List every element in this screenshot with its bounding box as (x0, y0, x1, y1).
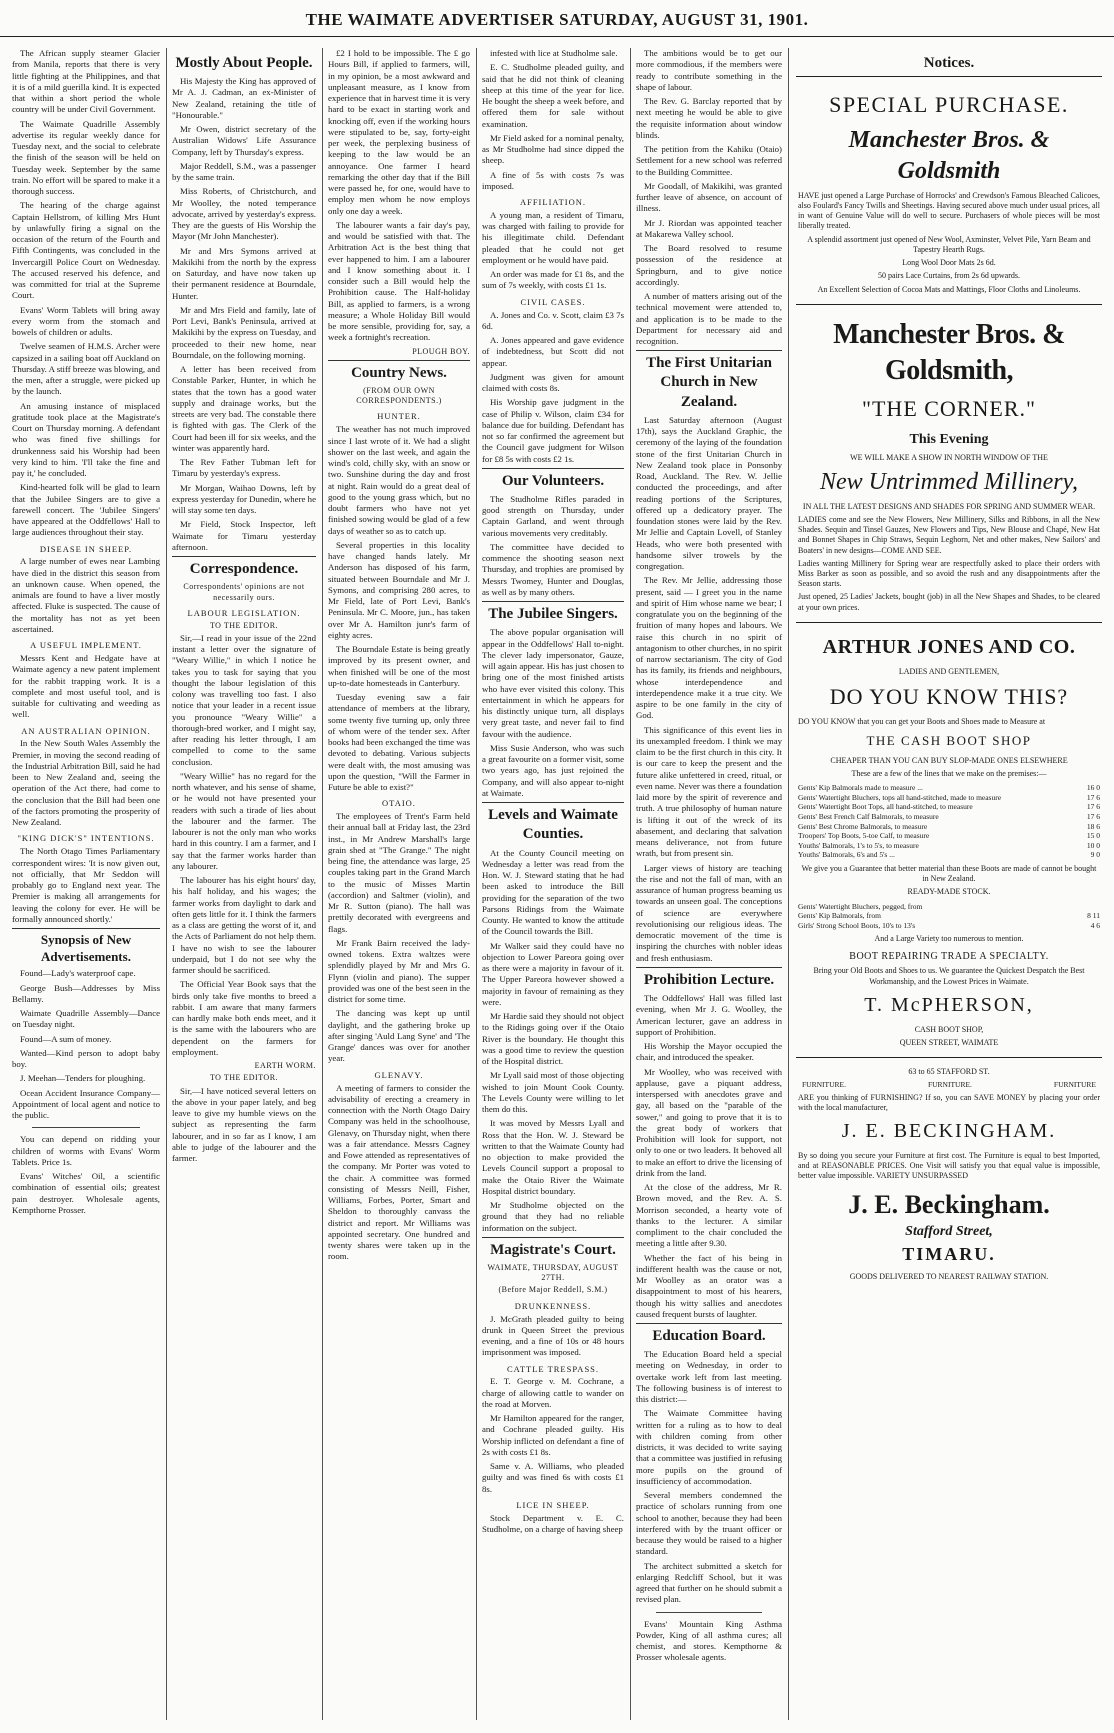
ad-text: Long Wool Door Mats 2s 6d. (902, 258, 996, 268)
ad-text: HAVE just opened a Large Purchase of Horrocks' and Crewdson's Famous Bleached Calicoes, also Foulard's Fancy Twills and Sheetings. Having secured above much under usual prices, all in want of Genuine Value will do well to secure. Purchasers of whole pieces will be most liberally treated. (798, 190, 1100, 231)
paragraph: Messrs Kent and Hedgate have at Waimate agency a new patent implement for the rabbit trapping work. It is a complete and most useful tool, and is suitable for cultivating and weeding as well. (12, 653, 160, 720)
paragraph: Judgment was given for amount claimed with costs 8s. (482, 371, 624, 393)
paragraph: J. McGrath pleaded guilty to being drunk in Queen Street the previous evening, and a fine of 10s or 48 hours imprisonment was imposed. (482, 1313, 624, 1358)
list-item: Found—A sum of money. (20, 1033, 112, 1044)
ad-town: TIMARU. (902, 1243, 996, 1264)
section-heading: Levels and Waimate Counties. (482, 802, 624, 844)
ad-firm-name: J. E. Beckingham. (848, 1189, 1050, 1219)
paragraph: Stock Department v. E. C. Studholme, on a charge of having sheep (482, 1512, 624, 1535)
paragraph: Mr Lyall said most of those objecting wished to join Mount Cook County. The Levels County were willing to let them do this. (482, 1070, 624, 1114)
paragraph: A. Jones and Co. v. Scott, claim £3 7s 6d. (482, 309, 624, 331)
paragraph: Mr Studholme objected on the ground that they had no reliable information on the subject. (482, 1200, 624, 1233)
ad-firm-name: Manchester Bros. & Goldsmith (848, 127, 1050, 185)
paragraph: Mr Hardie said they should not object to the Ridings going over if the Otaio River is the boundary. He thought this was a good time to review the question of the Hospital district. (482, 1011, 624, 1066)
paragraph: infested with lice at Studholme sale. (490, 48, 618, 58)
table-row (798, 812, 1100, 822)
table-cell: Gents' Best Chrome Balmorals, to measure (798, 821, 928, 831)
paragraph: A number of matters arising out of the technical movement were attended to, and application is to be made to the Department for necessary aid and recognition. (636, 291, 782, 346)
paragraph: Twelve seamen of H.M.S. Archer were capsized in a sailing boat off Auckland on Thursday. A stiff breeze was blowing, and the men, after a struggle, were picked up by the launch. (12, 341, 160, 397)
subheading: (FROM OUR OWN CORRESPONDENTS.) (356, 385, 442, 406)
table-cell: Youths' Balmorals, 6's and 5's ... (798, 850, 895, 860)
ad-text: GOODS DELIVERED TO NEAREST RAILWAY STATION. (849, 1271, 1049, 1281)
paragraph: Miss Susie Anderson, who was such a great favourite on a former visit, some two years ago, has just rejoined the Company, and will also appear to-night at Waimate. (482, 742, 624, 798)
column-rule (788, 48, 789, 1720)
table-cell: Girls' Strong School Boots, 10's to 13's (798, 920, 916, 930)
section-heading: Magistrate's Court. (482, 1237, 624, 1260)
paragraph: His Majesty the King has approved of Mr A. J. Cadman, an ex-Minister of New Zealand, retaining the title of "Honourable." (172, 76, 316, 120)
subheading: HUNTER. (377, 411, 421, 422)
table-cell: 16 0 (1086, 783, 1100, 793)
paragraph: An order was made for £1 8s, and the sum of 7s weekly, with costs £1 1s. (482, 269, 624, 291)
table-cell: 15 0 (1086, 831, 1100, 841)
ad-text: CASH BOOT SHOP, (914, 1024, 984, 1034)
ad-headline: SPECIAL PURCHASE. (829, 92, 1069, 118)
paragraph: The North Otago Times Parliamentary correspondent wires: 'It is now given out, not officially, that Mr Seddon will probably go to England next year. The Premier is making all arrangements for leaving the colony for ever. He will be formally announced shortly.' (12, 846, 160, 924)
paragraph: Miss Roberts, of Christchurch, and Mr Woolley, the noted temperance advocate, arrived by yesterday's express. They are the guests of His Worship the Mayor (Mr John Manchester). (172, 186, 316, 242)
paragraph: His Worship the Mayor occupied the chair, and introduced the speaker. (636, 1041, 782, 1063)
paragraph: E. C. Studholme pleaded guilty, and said that he did not think of cleaning sheep at this time of the year for lice. He bought the sheep a week before, and offered them for sale without examination. (482, 62, 624, 129)
signature: EARTH WORM. (254, 1061, 316, 1071)
paragraph: The Waimate Committee having written for a ruling as to how to deal with children coming from other districts, it was decided to write saying that a committee was justified in refusing more pupils on the ground of insufficiency of accommodation. (636, 1408, 782, 1486)
subheading: (Before Major Reddell, S.M.) (498, 1285, 608, 1295)
ad-category: FURNITURE. (927, 1080, 972, 1090)
paragraph: At the County Council meeting on Wednesday a letter was read from the Hon. W. J. Steward stating that he had been asked to introduce the Bill providing for the separation of the two Parsons Ridings from the Waimate County. He wanted to know the attitude of the Council towards the Bill. (482, 847, 624, 937)
paragraph: The ambitions would be to get our more commodious, if the members were ready to contribute something in the shape of labour. (636, 48, 782, 92)
table-cell: 17 6 (1086, 792, 1100, 802)
section-heading: Education Board. (636, 1323, 782, 1346)
paragraph: "Weary Willie" has no regard for the north whatever, and his sense of shame, or he would not have presented your readers with such a tirade of lies about the labourer and the farmer. The labourer is not the only man who works hard in this country. I am a farmer, and I say that the farmer works harder than any labourer. (172, 770, 316, 871)
paragraph: A fine of 5s with costs 7s was imposed. (482, 169, 624, 191)
paragraph: The African supply steamer Glacier from Manila, reports that there is very little fighting at the Philippines, and that it is of a mild guerilla kind. It is expected that within a short period the whole country will be under Civil Government. (12, 48, 160, 115)
table-cell: Gents' Watertight Boot Tops, all hand-stitched, to measure (798, 802, 973, 812)
paragraph: This significance of this event lies in its unexampled freedom. I think we may claim to be the first church in this city. It is our care to keep the present and the future alike unfettered in creed, ritual, or even name. Never was there a foundation laid more by the spirit of reverence and truth. A true philosophy of human nature is lifting it out of the wreck of its abasement, and declaring that salvation means deliverance, not from future wrath, but from present sin. (636, 724, 782, 859)
paragraph: The weather has not much improved since I last wrote of it. We had a slight shower on the last week, and again the wind's cold, chilly sky, with an snow or two. Sunshine during the day and frost at night. Rain would do a great deal of good to the young grass which, but no doubt farmers who have not yet finished sowing would be glad of a few days of weather so as to catch up. (328, 424, 470, 536)
ad-subheading: READY-MADE STOCK. (907, 887, 991, 897)
paragraph: His Worship gave judgment in the case of Philip v. Wilson, claim £34 for balance due for building. Defendant has not so far confirmed the agreement but the Council gave judgment for Wilson for £8 5s with costs £2 1s. (482, 397, 624, 464)
paragraph: Mr Woolley, who was received with applause, gave a piquant address, interspersed with anecdotes grave and gay, all based on the "parable of the sower," and going to prove that it is to the great body of workers that Prohibition will look for support, not only to one or two leaders. It behoved all to make an effort to drive the licensing of drink from the land. (636, 1066, 782, 1178)
table-cell: 10 0 (1086, 840, 1100, 850)
section-heading: Mostly About People. (175, 55, 313, 71)
paragraph: The hearing of the charge against Captain Hellstrom, of killing Mrs Hunt by unlawfully firing a signal on the occasion of the return of the Fourth and Fifth Contingents, was concluded in the Invercargill Police Court on Wednesday. The accused reserved his defence, and was committed for trial at the Supreme Court. (12, 200, 160, 301)
table-cell: 17 6 (1086, 812, 1100, 821)
table-cell: Gents' Kip Balmorals, from (798, 911, 882, 921)
ad-text: LADIES AND GENTLEMEN, (898, 666, 1000, 676)
paragraph: Mr Field asked for a nominal penalty, as Mr Studholme had since dipped the sheep. (482, 132, 624, 166)
signature: PLOUGH BOY. (412, 346, 470, 356)
table-row (798, 841, 1100, 851)
table-cell: 9 0 (1090, 850, 1100, 860)
ad-headline: "THE CORNER." (862, 395, 1036, 421)
subheading: WAIMATE, THURSDAY, AUGUST 27TH. (487, 1262, 619, 1283)
subheading: A USEFUL IMPLEMENT. (30, 640, 142, 651)
editorial-note: Correspondents' opinions are not necessarily ours. (183, 582, 305, 602)
subheading: LABOUR LEGISLATION. (187, 607, 301, 618)
table-cell: 18 6 (1086, 821, 1100, 831)
ad-text: Just opened, 25 Ladies' Jackets, bought (job) in all the New Shapes and Shades, to be cleared at your own prices. (798, 592, 1100, 612)
ad-text: By so doing you secure your Furniture at first cost. The Furniture is equal to best Imported, and at REASONABLE PRICES. One Visit will satisfy you that equal value is impossible, better value impossible. VARIETY UNSURPASSED (798, 1150, 1100, 1181)
table-cell (1060, 902, 1100, 912)
column-4 (478, 48, 628, 1720)
paragraph: A. Jones appeared and gave evidence of indebtedness, but Scott did not appear. (482, 335, 624, 368)
paragraph: E. T. George v. M. Cochrane, a charge of allowing cattle to wander on the road at Morven. (482, 1376, 624, 1409)
paragraph: The dancing was kept up until daylight, and the gathering broke up after singing 'Auld Lang Syne' and 'The Grange' dances was over for another year. (328, 1008, 470, 1064)
paragraph: The Waimate Quadrille Assembly advertise its regular weekly dance for Tuesday next, and the social to celebrate the finish of the season will be held on Tuesday week. September by the same train. No effort will be spared to make it a thorough success. (12, 118, 160, 196)
paragraph: Evans' Mountain King Asthma Powder, King of all asthma cures; all chemist, and stores. Kempthorne & Prosser wholesale agents. (636, 1618, 782, 1663)
paragraph: Evans' Worm Tablets will bring away every worm from the stomach and bowels of children or adults. (12, 304, 160, 337)
paragraph: Mr Frank Bairn received the lady-owned tokens. Extra waltzes were splendidly played by Mr and Mrs G. Flynn (violin and piano). The supper provided was one of the best seen in the district for some time. (328, 937, 470, 1005)
ad-firm-name: J. E. BECKINGHAM. (841, 1120, 1057, 1143)
paragraph: Mr Field, Stock Inspector, left Waimate for Timaru yesterday afternoon. (172, 519, 316, 552)
advertisement (796, 1057, 1102, 1291)
ad-subheading: BOOT REPAIRING TRADE A SPECIALTY. (849, 950, 1049, 962)
ad-text: 50 pairs Lace Curtains, from 2s 6d upwards. (878, 271, 1020, 281)
subheading: AN AUSTRALIAN OPINION. (21, 725, 151, 736)
paragraph: Sir,—I read in your issue of the 22nd instant a letter over the signature of "Weary Willie," in which I notice he takes you to task for saying that you thought the labour legislation of this colony was travelling too fast. I also notice that your leader in a recent issue you pronounce "Weary Willie" a thorough-bred worker, and I might say, after reading his letter through, I am compelled to come to the same conclusion. (172, 632, 316, 767)
section-heading: Notices. (923, 55, 975, 71)
ad-firm-name: T. McPHERSON, (864, 993, 1034, 1016)
ad-text: CHEAPER THAN YOU CAN BUY SLOP-MADE ONES ELSEWHERE (830, 755, 1068, 765)
column-rule (476, 48, 477, 1720)
advertisement-column (790, 48, 1108, 1720)
list-item: Found—Lady's waterproof cape. (20, 968, 136, 979)
paragraph: A large number of ewes near Lambing have died in the district this season from an unknown cause. When opened, the animals are found to have a liver mostly affected. Fluke is suspected. The cause of the mortality has not as yet been ascertained. (12, 556, 160, 634)
list-item: Ocean Accident Insurance Company—Appointment of local agent and notice to the public. (12, 1087, 160, 1120)
table-cell: Gents' Watertight Bluchers, pegged, from (798, 901, 923, 911)
table-cell: Gents' Best French Calf Balmorals, to measure (798, 812, 939, 821)
table-row (798, 793, 1100, 803)
table-cell: Youths' Balmorals, 1's to 5's, to measure (798, 840, 919, 850)
table-cell: 8 11 (1087, 911, 1100, 921)
ad-text: ARE you thinking of FURNISHING? If so, you can SAVE MONEY by placing your order with the local manufacturer, (798, 1092, 1100, 1113)
column-rule (166, 48, 167, 1720)
list-item: J. Meehan—Tenders for ploughing. (20, 1073, 146, 1084)
paragraph: Several members condemned the practice of scholars running from one school to another, because they had been interfered with by the truant officer or because they would be raised to a higher standard. (636, 1490, 782, 1557)
column-rule (322, 48, 323, 1720)
table-row (798, 822, 1100, 832)
section-heading: The Jubilee Singers. (482, 601, 624, 624)
paragraph: A meeting of farmers to consider the advisability of erecting a creamery in connection with the North Otago Dairy Company was held in the schoolhouse, Glenavy, on Thursday night, when there was a fair attendance. Messrs Cagney and Fowe attended as representatives of the company. Mr Porter was voted to the chair. A committee was formed consisting of Messrs Neill, Fisher, Williams, Forbes, Porter, Smart and Sheldon to thoroughly canvass the district and report. Mr Williams was appointed secretary. One hundred and twenty shares were taken up in the room. (328, 1082, 470, 1262)
paragraph: It was moved by Messrs Lyall and Ross that the Hon. W. J. Steward be written to that the Waimate County had no objection to make provided the Levels Council support a proposal to make the Otaio River the Waimate Hospital district boundary. (482, 1118, 624, 1196)
paragraph: Several properties in this locality have changed hands lately. Mr Anderson has disposed of his farm, situated between Bourndale and Mr J. Symons, and comprising 280 acres, to Mr Field, late of Port Levi, Bank's Peninsula. Mr C. Moore, jun., has taken over Mr A. Hamilton junr's farm of eighty acres. (328, 539, 470, 640)
advertisement (796, 622, 1102, 1057)
paragraph: £2 I hold to be impossible. The £ go Hours Bill, if applied to farmers, will, in my opinion, be a most awkward and unpleasant measure, as I know from experience that in harvest time it is very hard to be exact in starting work and knocking off, even if the working hours were stipulated to be, say, forty-eight per week, the perplexing business of keeping to the law would be an annoyance. One farmer I heard remarking the other day that if the Bill were passed he, for one, would have to employ men whom he now employs only one day a week. (328, 48, 470, 216)
ad-firm-name: Manchester Bros. & Goldsmith, (833, 318, 1065, 386)
paragraph: Tuesday evening saw a fair attendance of members at the library, some twenty five turning up, only three of whom were of the tender sex. After books had been exchanged the time was devoted to debating. Various subjects were dealt with, the most amusing was upon the question, "Will the Farmer in Future be able to exist?" (328, 692, 470, 793)
paragraph: A letter has been received from Constable Parker, Hunter, in which he states that the town has a good water supply and drainage works, but the streets are very bad. The constable there is fighted with gas. The Clerk of the Court had been ill for six weeks, and the winter was apparently hard. (172, 364, 316, 453)
table-row (798, 921, 1100, 931)
column-1 (8, 48, 164, 1720)
paragraph: Mr Morgan, Waihao Downs, left by express yesterday for Dunedin, where he will stay some ten days. (172, 482, 316, 516)
section-heading: The First Unitarian Church in New Zealand. (636, 350, 782, 412)
ad-text: And a Large Variety too numerous to mention. (874, 934, 1024, 944)
ad-text: LADIES come and see the New Flowers, New Millinery, Silks and Ribbons, in all the New Shades. Sequin and Tinsel Gauzes, New Flowers and Tips, New Blouse and Chapé, New Hat and Bonnet Shapes in Chip Straws, Sequin Leghorn, Net and other makes, New Sailors' and Boaters' in new designs—COME AND SEE. (798, 514, 1100, 555)
price-list (798, 902, 1100, 931)
subheading: AFFILIATION. (519, 197, 587, 207)
paragraph: The above popular organisation will appear in the Oddfellows' Hall to-night. The clever lady impersonator, Gauze, will again appear. His has just chosen to bring one of the most finished artists who have ever visited this colony. This entertainment in which he appears for his distinctly unique turn, all displays very great taste, and never fail to find favour with the audience. (482, 627, 624, 739)
paragraph: Mr Walker said they could have no objection to Lower Pareora going over as there were a majority in favour of it. The Upper Pareora however showed a majority in favour of remaining as they were. (482, 940, 624, 1007)
paragraph: Mr Owen, district secretary of the Australian Widows' Life Assurance Company, left by Thursday's express. (172, 124, 316, 157)
ad-text: An Excellent Selection of Cocoa Mats and Mattings, Floor Cloths and Linoleums. (817, 284, 1081, 294)
ad-headline: New Untrimmed Millinery, (820, 468, 1078, 495)
subheading: "KING DICK'S" INTENTIONS. (17, 833, 155, 844)
ad-text: WE WILL MAKE A SHOW IN NORTH WINDOW OF THE (850, 452, 1048, 462)
paragraph: Last Saturday afternoon (August 17th), says the Auckland Graphic, the ceremony of the laying of the foundation stone of the first Unitarian Church in New Zealand took place in Ponsonby Road, Auckland. The Rev. W. Jellie conducted the proceedings, and after reading portions of the Scriptures, offered up a dedicatory prayer. The foundation stones were laid by the Rev. Mr Jellie and Captain Lovell, of Stanley Heads, who were both presented with handsome silver trowels by the congregation. (636, 414, 782, 572)
paragraph: An amusing instance of misplaced gratitude took place at the Magistrate's Court on Thursday morning. A defendant who was fined five shillings for drunkenness said his Worship had been very kind to him. 'I'll take the fine and pay it,' he concluded. (12, 400, 160, 478)
paragraph: In the New South Wales Assembly the Premier, in moving the second reading of the Industrial Arbitration Bill, said he had been to New Zealand and, seeing the operation of the Act there, had come to the conclusion that the Bill had been one of the factors promoting the prosperity of New Zealand. (12, 738, 160, 828)
ad-text: These are a few of the lines that we make on the premises:— (851, 768, 1047, 778)
subheading: OTAIO. (382, 798, 416, 809)
section-heading: Our Volunteers. (482, 468, 624, 491)
list-item: George Bush—Addresses by Miss Bellamy. (12, 982, 160, 1004)
section-heading: Prohibition Lecture. (636, 967, 782, 990)
ad-category-row (802, 1080, 1096, 1090)
paragraph: The employees of Trent's Farm held their annual ball at Friday last, the 23rd inst., in Mr Andrew Marshall's large grain shed at "The Grange." The night being fine, the attendance was large, 25 couples taking part in the Grand March to the music of Misses Martin (accordion) and Saltmer (violin), and Mr R. Sutton (piano). The hall was prettily decorated with evergreens and flags. (328, 811, 470, 934)
ad-subheading: THE CASH BOOT SHOP (866, 733, 1032, 749)
paragraph: Larger views of history are teaching the rise and not the fall of man, with an assurance of human progress beaming us towards an unseen goal. The conceptions of science are everywhere revolutionising our religious ideas. The democratic movement of the time is inspiring the churches with nobler ideas and fresh enthusiasm. (636, 862, 782, 963)
paragraph: The labourer has his eight hours' day, his half holiday, and his wages; the farmer works from daylight to dark and often gets little for it. I think the farmers as a class are getting the worst of it, and the Acts of Parliament do not help them. I have no wish to see the labourer underpaid, but I do not see why the farmer should be sacrificed. (172, 875, 316, 976)
paragraph: Sir,—I have noticed several letters on the above in your paper lately, and beg leave to give my humble views on the subject as representing the farm labourer, and in so far as I know, I am able to judge of the labourer and the farmer. (172, 1085, 316, 1164)
ad-text: IN ALL THE LATEST DESIGNS AND SHADES FOR SPRING AND SUMMER WEAR. (802, 501, 1096, 511)
ad-firm-name: ARTHUR JONES AND CO. (822, 635, 1076, 658)
column-2 (168, 48, 320, 1720)
table-cell: 4 6 (1090, 920, 1100, 930)
price-list (798, 783, 1100, 860)
ad-text: DO YOU KNOW that you can get your Boots and Shoes made to Measure at (798, 716, 1046, 726)
paragraph: The architect submitted a sketch for enlarging Redcliff School, but it was agreed that further on he should submit a revised plan. (636, 1560, 782, 1605)
paragraph: The Education Board held a special meeting on Wednesday, in order to overtake work left from last meeting. The following business is of interest to this district:— (636, 1349, 782, 1405)
column-5 (632, 48, 786, 1720)
subheading: CIVIL CASES. (520, 296, 586, 307)
paragraph: Mr and Mrs Symons arrived at Makikihi from the north by the express on Saturday, and have now taken up their permanent residence at Bourndale, Hunter. (172, 245, 316, 301)
ad-subheading: This Evening (909, 431, 989, 447)
ad-text: Ladies wanting Millinery for Spring wear are respectfully asked to place their orders with Miss Barker as soon as possible, and so avoid the rush and any disappointments after the Season starts. (798, 558, 1100, 589)
paragraph: The Oddfellows' Hall was filled last evening, when Mr J. G. Woolley, the American lecturer, gave an address in support of Prohibition. (636, 993, 782, 1037)
subheading: DRUNKENNESS. (514, 1300, 592, 1311)
paragraph: The Official Year Book says that the birds only take five months to breed a rabbit. I am aware that many farmers can hardly make both ends meet, and it is the same with the labourers who are dependent on the farmers for employment. (172, 979, 316, 1057)
paragraph: Major Reddell, S.M., was a passenger by the same train. (172, 160, 316, 183)
paragraph: Mr Goodall, of Makikihi, was granted further leave of absence, on account of illness. (636, 180, 782, 214)
paragraph: Same v. A. Williams, who pleaded guilty and was fined 6s with costs £1 8s. (482, 1461, 624, 1494)
paragraph: The Studholme Rifles paraded in good strength on Thursday, under Captain Garland, and went through various movements very creditably. (482, 493, 624, 538)
paragraph: The Bourndale Estate is being greatly improved by its present owner, and when finished will be one of the most up-to-date homesteads in Canterbury. (328, 644, 470, 688)
paragraph: The Rev. G. Barclay reported that by next meeting he would be able to give the requisite information about window blinds. (636, 96, 782, 140)
paragraph: Mr and Mrs Field and family, late of Port Levi, Bank's Peninsula, arrived at Makikihi by the express on Tuesday, and proceeded to their new home, near Bourndale, on the following morning. (172, 304, 316, 360)
subheading: TO THE EDITOR. (209, 1073, 279, 1083)
paragraph: The committee have decided to commence the shooting season next Thursday, and trophies are promised by Messrs Twomey, Hunter and Douglas, as well as by many others. (482, 541, 624, 597)
paragraph: The Board resolved to resume possession of the residence at Springburn, and to give notice accordingly. (636, 243, 782, 287)
paragraph: Mr Hamilton appeared for the ranger, and Cochrane pleaded guilty. His Worship inflicted on defendant a fine of 2s with costs £1 8s. (482, 1413, 624, 1457)
paragraph: Kind-hearted folk will be glad to learn that the Jubilee Singers are to give a farewell concert. The 'Jubilee Singers' have appeared at the Oddfellows' Hall to large audiences throughout their stay. (12, 482, 160, 538)
list-item: Waimate Quadrille Assembly—Dance on Tuesday night. (12, 1008, 160, 1030)
paragraph: The petition from the Kahiku (Otaio) Settlement for a new school was referred to the Building Committee. (636, 144, 782, 177)
table-row (798, 783, 1100, 793)
ad-text: We give you a Guarantee that better material than these Boots are made of cannot be bought in New Zealand. (801, 863, 1097, 884)
paragraph: The Rev Father Tubman left for Timaru by yesterday's express. (172, 457, 316, 479)
advertisement (796, 304, 1102, 622)
subheading: LICE IN SHEEP. (516, 1499, 590, 1510)
table-row (798, 802, 1100, 812)
column-rule (630, 48, 631, 1720)
ad-text: A splendid assortment just opened of New Wool, Axminster, Velvet Pile, Yarn Beam and Tapestry Hearth Rugs. (807, 234, 1091, 254)
table-cell: Gents' Watertight Bluchers, tops all hand-stitched, made to measure (798, 792, 1002, 802)
paragraph: Mr J. Riordan was appointed teacher at Makarewa Valley school. (636, 217, 782, 239)
ad-headline: DO YOU KNOW THIS? (829, 683, 1069, 709)
column-3 (324, 48, 474, 1720)
masthead: THE WAIMATE ADVERTISER SATURDAY, AUGUST 31, 1901. (0, 10, 1114, 37)
ad-category: FURNITURE (1053, 1080, 1096, 1090)
subheading: DISEASE IN SHEEP. (39, 543, 133, 554)
table-row (798, 831, 1100, 841)
table-row (798, 911, 1100, 921)
ad-address: Stafford Street, (905, 1223, 993, 1239)
paragraph: You can depend on ridding your children of worms with Evans' Worm Tablets. Price 1s. (12, 1134, 160, 1167)
subheading: TO THE EDITOR. (209, 620, 279, 630)
ad-text: QUEEN STREET, WAIMATE (899, 1037, 999, 1047)
paragraph: Whether the fact of his being in indifferent health was the cause or not, Mr Woolley as an orator was a disappointment to most of his hearers, though his witty sallies and anecdotes caused frequent bursts of laughter. (636, 1252, 782, 1319)
paragraph: Evans' Witches' Oil, a scientific combination of essential oils; greatest pain destroyer. Wholesale agents, Kempthorne Prosser. (12, 1171, 160, 1215)
list-item: Wanted—Kind person to adopt baby boy. (12, 1047, 160, 1069)
paragraph: At the close of the address, Mr R. Brown moved, and the Rev. A. S. Morrison seconded, a hearty vote of thanks to the lecturer. A similar compliment to the chair concluded the meeting a little after 9.30. (636, 1182, 782, 1249)
table-cell: Gents' Kip Balmorals made to measure ... (798, 783, 923, 793)
paragraph: The Rev. Mr Jellie, addressing those present, said — I greet you in the name and spirit of Him whose name we bear; I congratulate you on the beginning of the fruition of many hopes and labours. We raise this church in no spirit of antagonism to other churches, in no spirit of narrow sectarianism. The city of God has its family, its friends and neighbours, whose interdependence and interdependence make it a true city. We aspire to be one family in the city of God. (636, 575, 782, 721)
table-row (798, 850, 1100, 860)
table-cell: 17 6 (1086, 802, 1100, 812)
table-cell: Troopers' Top Boots, 5-toe Calf, to measure (798, 831, 930, 841)
section-heading: Correspondence. (172, 556, 316, 579)
section-heading: Country News. (328, 360, 470, 383)
subheading: CATTLE TRESPASS. (506, 1363, 600, 1374)
subheading: GLENAVY. (374, 1069, 424, 1080)
section-heading: Synopsis of New Advertisements. (12, 928, 160, 965)
ad-category: FURNITURE. (802, 1080, 846, 1090)
paragraph: The labourer wants a fair day's pay, and would be satisfied with that. The Arbitration Act is the best thing that ever happened to him. I am a labourer and I know something about it. I consider such a Bill would help the Prohibition cause. The Half-holiday Bill, as applied to farmers, is a wrong measure; a Whole Holiday Bill would be more sensible, providing for, say, a week a fortnight's recreation. (328, 219, 470, 343)
divider (32, 1127, 140, 1128)
divider (656, 1612, 762, 1613)
ad-text: Bring your Old Boots and Shoes to us. We guarantee the Quickest Despatch the Best Workmanship, and the Lowest Prices in Waimate. (813, 966, 1085, 986)
table-row (798, 902, 1100, 912)
paragraph: A young man, a resident of Timaru, was charged with failing to provide for his illegitimate child. Defendant pleaded that he could not get employment or he would have paid. (482, 209, 624, 265)
advertisement (796, 76, 1102, 304)
ad-text: 63 to 65 STAFFORD ST. (908, 1067, 990, 1077)
